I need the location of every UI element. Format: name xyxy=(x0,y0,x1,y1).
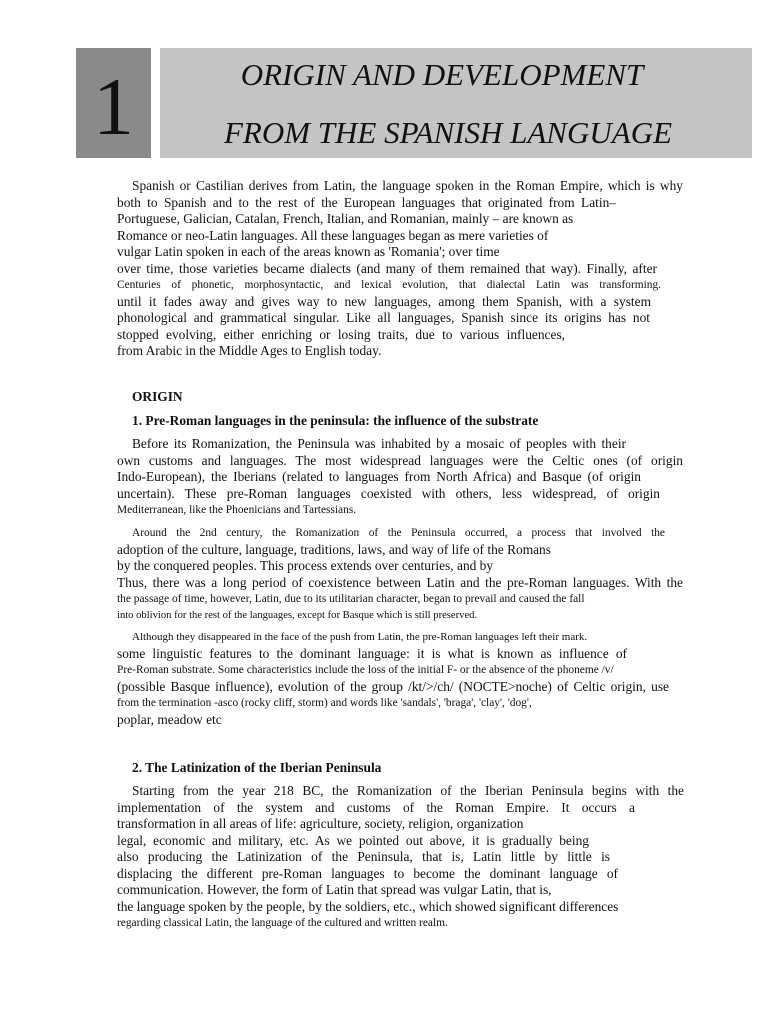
text-line: both to Spanish and to the rest of the European languages that originated from Latin– xyxy=(117,194,616,210)
text-line: also producing the Latinization of the Peninsula, that is, Latin little by little is xyxy=(117,849,610,864)
text-line: the language spoken by the people, by the soldiers, etc., which showed significant differences xyxy=(117,898,619,914)
text-line: until it fades away and gives way to new languages, among them Spanish, with a system xyxy=(117,293,651,309)
section-2-paragraph-1 xyxy=(117,783,683,932)
text-line: communication. However, the form of Latin that spread was vulgar Latin, that is, xyxy=(117,882,552,897)
text-line: from the termination -asco (rocky cliff, storm) and words like 'sandals', 'braga', 'clay', 'dog', xyxy=(117,697,532,709)
section-1-paragraph-2 xyxy=(117,525,683,624)
text-line: adoption of the culture, language, traditions, laws, and way of life of the Romans xyxy=(117,541,551,557)
text-line: over time, those varieties became dialects (and many of them remained that way). Finally, after xyxy=(117,260,657,276)
text-line: legal, economic and military, etc. As we pointed out above, it is gradually being xyxy=(117,832,589,848)
chapter-title-line-2: FROM THE SPANISH LANGUAGE xyxy=(223,115,673,150)
text-line: regarding classical Latin, the language of the cultured and written realm. xyxy=(117,917,448,929)
section-1-paragraph-3 xyxy=(117,629,683,728)
text-line: Mediterranean, like the Phoenicians and Tartessians. xyxy=(117,504,357,516)
text-line: vulgar Latin spoken in each of the areas known as 'Romania'; over time xyxy=(117,244,500,259)
section-2-heading: 2. The Latinization of the Iberian Peninsula xyxy=(132,760,382,775)
text-line: Before its Romanization, the Peninsula was inhabited by a mosaic of peoples with their xyxy=(132,436,626,451)
text-line: transformation in all areas of life: agriculture, society, religion, organization xyxy=(117,816,524,831)
text-line: Pre-Roman substrate. Some characteristics include the loss of the initial F- or the absence of the phoneme /v/ xyxy=(117,664,614,676)
chapter-number: 1 xyxy=(93,61,134,152)
origin-heading: ORIGIN xyxy=(132,389,183,404)
intro-paragraph xyxy=(117,178,683,360)
text-line: some linguistic features to the dominant language: it is what is known as influence of xyxy=(117,645,627,661)
chapter-title-box xyxy=(160,48,752,158)
text-line: Thus, there was a long period of coexistence between Latin and the pre-Roman languages. With the xyxy=(117,574,683,590)
section-1-heading: 1. Pre-Roman languages in the peninsula: the influence of the substrate xyxy=(132,413,539,428)
text-line: Starting from the year 218 BC, the Romanization of the Iberian Peninsula begins with the xyxy=(132,783,684,798)
text-line: (possible Basque influence), evolution of the group /kt/>/ch/ (NOCTE>noche) of Celtic origin, use xyxy=(117,678,669,694)
text-line: Spanish or Castilian derives from Latin, the language spoken in the Roman Empire, which is why xyxy=(132,178,683,193)
text-line: poplar, meadow etc xyxy=(117,711,222,727)
text-line: into oblivion for the rest of the languages, except for Basque which is still preserved. xyxy=(117,609,478,621)
text-line: Romance or neo-Latin languages. All these languages began as mere varieties of xyxy=(117,227,549,243)
text-line: from Arabic in the Middle Ages to English today. xyxy=(117,343,382,358)
text-line: Portuguese, Galician, Catalan, French, Italian, and Romanian, mainly – are known as xyxy=(117,211,574,226)
section-1-paragraph-1 xyxy=(117,436,683,519)
chapter-title-line-1: ORIGIN AND DEVELOPMENT xyxy=(240,57,644,92)
text-line: displacing the different pre-Roman languages to become the dominant language of xyxy=(117,865,618,881)
text-line: by the conquered peoples. This process extends over centuries, and by xyxy=(117,558,494,573)
text-line: the passage of time, however, Latin, due to its utilitarian character, began to prevail and caused the fall xyxy=(117,593,585,605)
text-line: Around the 2nd century, the Romanization of the Peninsula occurred, a process that involved the xyxy=(132,527,665,539)
text-line: own customs and languages. The most widespread languages were the Celtic ones (of origin xyxy=(117,452,683,468)
text-line: Although they disappeared in the face of the push from Latin, the pre-Roman languages left their mark. xyxy=(132,631,588,643)
text-line: stopped evolving, either enriching or losing traits, due to various influences, xyxy=(117,326,565,342)
text-line: implementation of the system and customs of the Roman Empire. It occurs a xyxy=(117,799,635,815)
chapter-number-box xyxy=(76,48,151,158)
text-line: phonological and grammatical singular. Like all languages, Spanish since its origins has not xyxy=(117,310,650,325)
text-line: Centuries of phonetic, morphosyntactic, and lexical evolution, that dialectal Latin was transforming. xyxy=(117,279,661,291)
text-line: uncertain). These pre-Roman languages coexisted with others, less widespread, of origin xyxy=(117,485,660,501)
text-line: Indo-European), the Iberians (related to languages from North Africa) and Basque (of origin xyxy=(117,469,641,484)
